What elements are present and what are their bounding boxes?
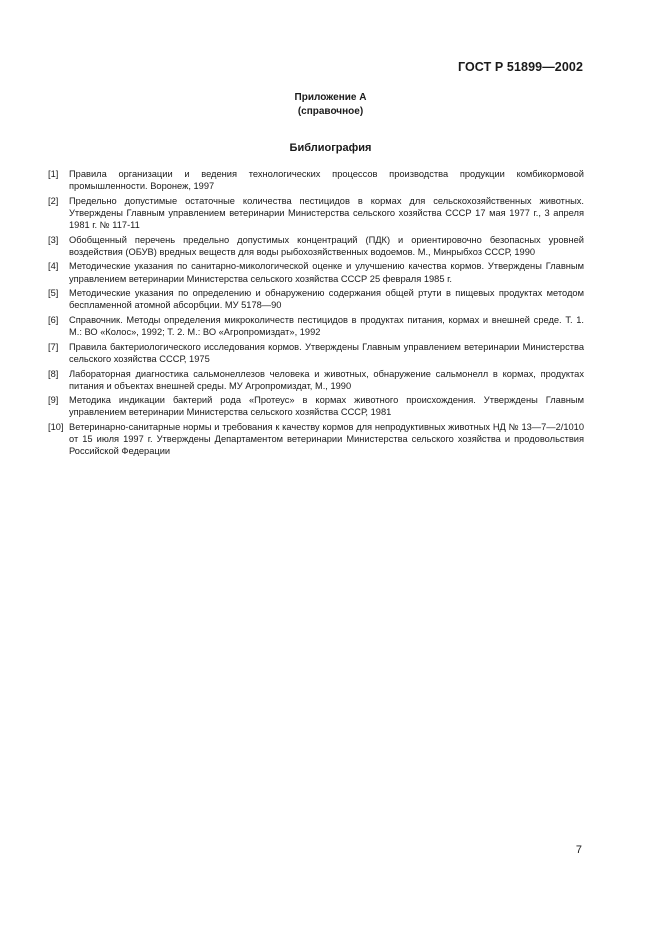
reference-item xyxy=(48,234,584,258)
reference-number: [8] xyxy=(48,368,59,379)
reference-number: [9] xyxy=(48,395,59,406)
reference-item xyxy=(48,287,584,311)
reference-number: [4] xyxy=(48,261,59,272)
reference-number: [2] xyxy=(48,195,59,206)
reference-text: Методические указания по санитарно-микологической оценке и улучшению качества кормов. Утверждены Главным управлением ветеринарии Министерства сельского хозяйства СССР 25 февраля 1985 г. xyxy=(69,261,584,284)
reference-text: Обобщенный перечень предельно допустимых концентраций (ПДК) и ориентировочно безопасных уровней воздействия (ОБУВ) вредных веществ для воды рыбохозяйственных водоемов. М., Минрыбхоз СССР, 1990 xyxy=(69,234,584,257)
reference-number: [3] xyxy=(48,234,59,245)
reference-text: Методические указания по определению и обнаружению содержания общей ртути в пищевых продуктах методом беспламенной атомной абсорбции. МУ 5178—90 xyxy=(69,288,584,311)
reference-text: Предельно допустимые остаточные количества пестицидов в кормах для сельскохозяйственных животных. Утверждены Главным управлением ветеринарии Министерства сельского хозяйства СССР 17 мая 1977 г., 3 апреля 1981 г. № 117-11 xyxy=(69,195,584,230)
reference-number: [10] xyxy=(48,422,64,433)
reference-text: Ветеринарно-санитарные нормы и требования к качеству кормов для непродуктивных животных НД № 13—7—2/1010 от 15 июля 1997 г. Утверждены Департаментом ветеринарии Министерства сельского хозяйства и продовольствия Российской Федерации xyxy=(69,422,584,457)
reference-number: [6] xyxy=(48,315,59,325)
reference-item xyxy=(48,314,584,338)
reference-text: Справочник. Методы определения микроколичеств пестицидов в продуктах питания, кормах и внешней среде. Т. 1. М.: ВО «Колос», 1992; Т. 2. М.: ВО «Агропромиздат», 1992 xyxy=(69,315,584,338)
reference-item xyxy=(48,368,584,392)
appendix-heading xyxy=(0,91,661,119)
reference-item xyxy=(48,195,584,231)
reference-item xyxy=(48,394,584,418)
reference-item xyxy=(48,341,584,365)
standard-code: ГОСТ Р 51899—2002 xyxy=(457,60,583,74)
appendix-subtitle: (справочное) xyxy=(297,106,364,117)
reference-list xyxy=(48,168,584,460)
page-number: 7 xyxy=(575,844,582,856)
reference-number: [5] xyxy=(48,288,59,299)
reference-item xyxy=(48,260,584,284)
reference-text: Правила организации и ведения технологических процессов производства продукции комбикормовой промышленности. Воронеж, 1997 xyxy=(69,169,584,192)
reference-number: [1] xyxy=(48,169,59,179)
reference-item xyxy=(48,421,584,457)
reference-number: [7] xyxy=(48,341,59,352)
appendix-title: Приложение А xyxy=(294,92,367,103)
bibliography-title: Библиография xyxy=(289,142,372,154)
reference-item xyxy=(48,168,584,192)
reference-text: Лабораторная диагностика сальмонеллезов человека и животных, обнаружение сальмонелл в кормах, продуктах питания и объектах внешней среды. МУ Агропромиздат, М., 1990 xyxy=(69,368,584,391)
reference-text: Методика индикации бактерий рода «Протеус» в кормах животного происхождения. Утверждены Главным управлением ветеринарии Министерства сельского хозяйства СССР, 1981 xyxy=(69,395,584,418)
reference-text: Правила бактериологического исследования кормов. Утверждены Главным управлением ветеринарии Министерства сельского хозяйства СССР, 1975 xyxy=(69,341,584,364)
